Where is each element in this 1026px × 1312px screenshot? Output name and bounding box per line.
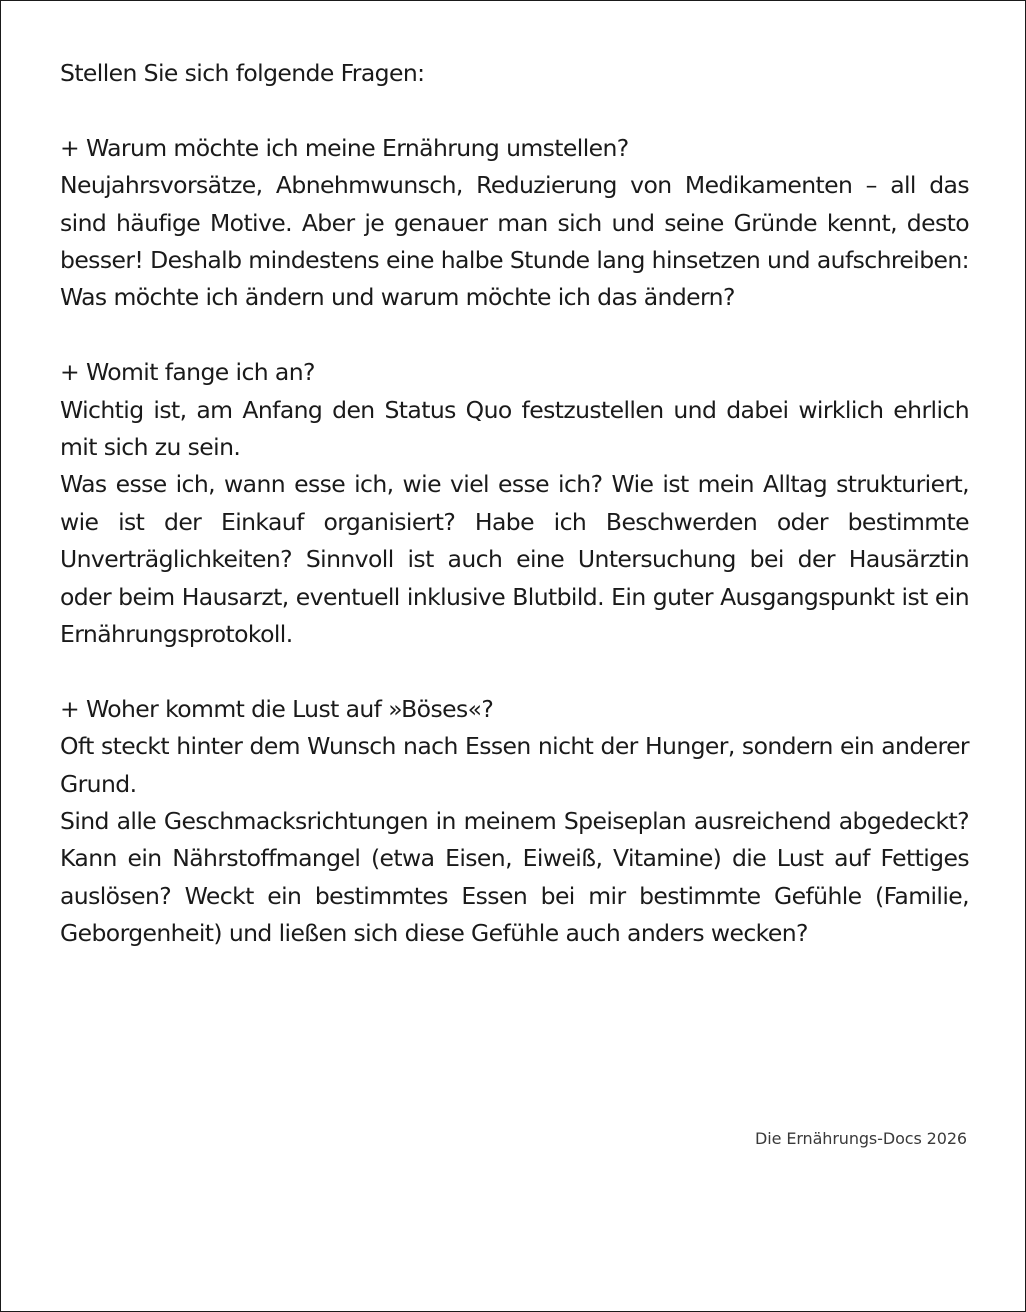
section-spacer [60, 317, 969, 354]
section-paragraph: Oft steckt hinter dem Wunsch nach Essen nicht der Hunger, sondern ein anderer Grund. [60, 732, 969, 798]
section-question: + Woher kommt die Lust auf »Böses«? [60, 694, 494, 723]
section-where-to-start [60, 354, 969, 653]
page-content [60, 55, 969, 953]
section-paragraph: Sind alle Geschmacksrichtungen in meinem Speiseplan ausreichend abgedeckt? Kann ein Nährstoffmangel (etwa Eisen, Eiweiß, Vitamine) die Lust auf Fettiges auslösen? Weckt ein bestimmtes Essen bei mir bestimmte Gefühle (Familie, Geborgenheit) und ließen sich diese Gefühle auch anders wecken? [60, 807, 969, 948]
section-cravings [60, 691, 969, 953]
section-question: + Warum möchte ich meine Ernährung umstellen? [60, 133, 629, 162]
section-paragraph: Was esse ich, wann esse ich, wie viel esse ich? Wie ist mein Alltag strukturiert, wie ist der Einkauf organisiert? Habe ich Beschwerden oder bestimmte Unverträglichkeiten? Sinnvoll ist auch eine Untersuchung bei der Hausärztin oder beim Hausarzt, eventuell inklusive Blutbild. Ein guter Ausgangspunkt ist ein Ernährungsprotokoll. [60, 470, 969, 649]
footer-source: Die Ernährungs-Docs 2026 [755, 1129, 967, 1148]
section-question: + Womit fange ich an? [60, 358, 315, 387]
section-spacer [60, 653, 969, 690]
section-paragraph: Wichtig ist, am Anfang den Status Quo festzustellen und dabei wirklich ehrlich mit sich zu sein. [60, 395, 969, 462]
section-spacer [60, 92, 969, 129]
intro-line: Stellen Sie sich folgende Fragen: [60, 59, 425, 87]
section-why-change [60, 130, 969, 317]
section-paragraph: Neujahrsvorsätze, Abnehmwunsch, Reduzierung von Medikamenten – all das sind häufige Motive. Aber je genauer man sich und seine Gründe kennt, desto besser! Deshalb mindestens eine halbe Stunde lang hinsetzen und aufschreiben: Was möchte ich ändern und warum möchte ich das ändern? [60, 171, 969, 312]
